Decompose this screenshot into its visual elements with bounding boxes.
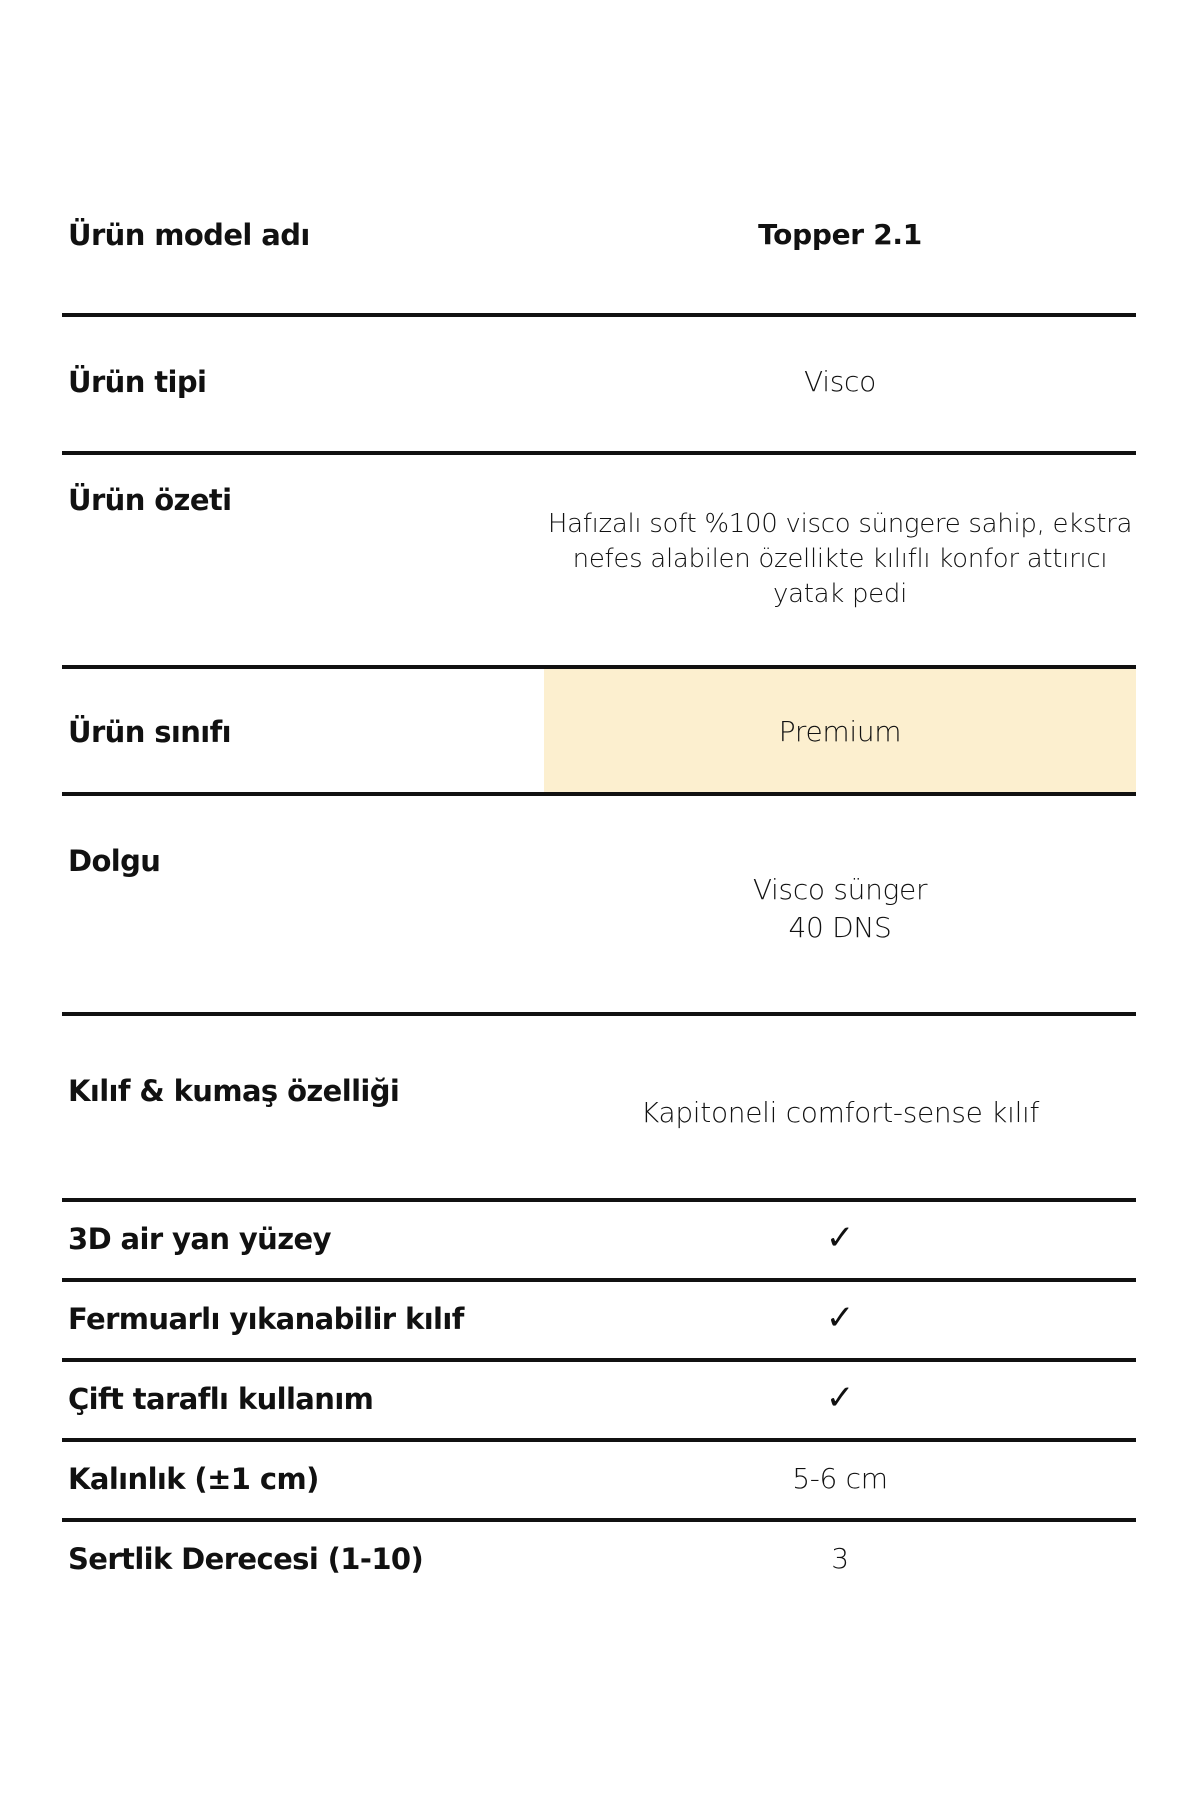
check-icon: ✓ [825,1218,855,1258]
spec-row-3d-air [62,1202,1136,1282]
spec-row-firmness [62,1522,1136,1602]
check-icon: ✓ [825,1378,855,1418]
spec-row-zipped-cover [62,1282,1136,1362]
spec-row-thickness [62,1442,1136,1522]
summary-line: Hafızalı soft %100 visco süngere sahip, ekstra [547,509,1133,539]
spec-value [544,796,1136,1012]
spec-value: 5-6 cm [792,1462,888,1495]
spec-label: Çift taraflı kullanım [68,1382,374,1416]
spec-label: Ürün özeti [68,483,232,517]
spec-value: Kapitoneli comfort-sense kılıf [640,1096,1040,1129]
spec-label: Ürün tipi [68,365,207,399]
product-spec-table [62,170,1136,1602]
summary-line: yatak pedi [773,579,907,609]
check-icon: ✓ [825,1298,855,1338]
summary-line: nefes alabilen özellikte kılıflı konfor attırıcı [572,544,1108,574]
filling-line: Visco sünger [752,873,928,906]
spec-label: 3D air yan yüzey [68,1222,331,1256]
spec-row-summary [62,455,1136,669]
spec-value: 3 [831,1542,849,1575]
spec-label: Ürün sınıfı [68,715,231,749]
spec-label: Dolgu [68,844,161,878]
spec-value-highlighted: Premium [544,669,1136,792]
spec-value: Visco [804,365,876,398]
spec-value: Topper 2.1 [758,218,922,251]
spec-value [544,455,1136,665]
spec-label: Kalınlık (±1 cm) [68,1462,319,1496]
spec-row-cover [62,1016,1136,1202]
spec-row-product-class [62,669,1136,796]
spec-row-double-sided [62,1362,1136,1442]
spec-row-model-name [62,170,1136,317]
spec-label: Fermuarlı yıkanabilir kılıf [68,1302,464,1336]
spec-label: Ürün model adı [68,218,310,252]
spec-label: Kılıf & kumaş özelliği [68,1074,400,1108]
spec-row-filling [62,796,1136,1016]
spec-label: Sertlik Derecesi (1-10) [68,1542,424,1576]
filling-line: 40 DNS [788,911,892,944]
spec-row-product-type [62,317,1136,455]
